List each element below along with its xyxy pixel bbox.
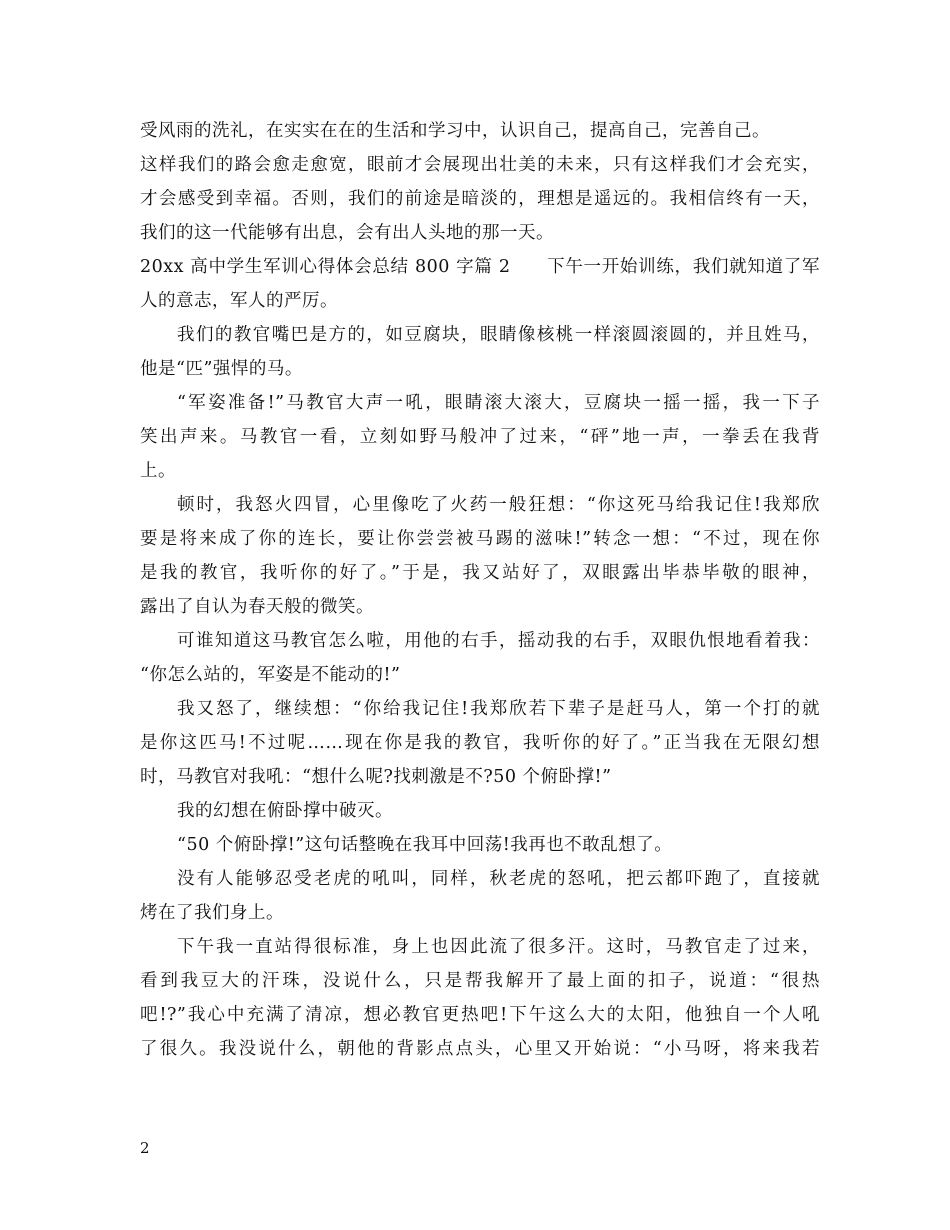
text-line: 看到我豆大的汗珠，没说什么，只是帮我解开了最上面的扣子，说道：“很热: [140, 971, 820, 991]
text-line: 是你这匹马!不过呢……现在你是我的教官，我听你的好了。”正当我在无限幻想: [140, 733, 820, 753]
text-line: 露出了自认为春天般的微笑。: [140, 597, 374, 617]
text-line: 上。: [140, 461, 176, 481]
text-line: 笑出声来。马教官一看，立刻如野马般冲了过来，“砰”地一声，一拳丢在我背: [140, 427, 820, 447]
text-line: 我的幻想在俯卧撑中破灭。: [177, 801, 393, 821]
text-line: “50 个俯卧撑!”这句话整晚在我耳中回荡!我再也不敢乱想了。: [177, 835, 673, 855]
text-line: “你怎么站的，军姿是不能动的!”: [140, 665, 401, 685]
text-line: 我们的教官嘴巴是方的，如豆腐块，眼睛像核桃一样滚圆滚圆的，并且姓马，: [177, 325, 820, 345]
text-line: 下午我一直站得很标准，身上也因此流了很多汗。这时，马教官走了过来，: [177, 937, 820, 957]
text-line: 可谁知道这马教官怎么啦，用他的右手，摇动我的右手，双眼仇恨地看着我：: [177, 631, 820, 651]
page-number: 2: [140, 1139, 150, 1157]
text-line: 才会感受到幸福。否则，我们的前途是暗淡的，理想是遥远的。我相信终有一天，: [140, 189, 820, 209]
text-line: 是我的教官，我听你的好了。”于是，我又站好了，双眼露出毕恭毕敬的眼神，: [140, 563, 820, 583]
text-line: 时，马教官对我吼：“想什么呢?找刺激是不?50 个俯卧撑!”: [140, 767, 612, 787]
text-line: 烤在了我们身上。: [140, 903, 284, 923]
text-line: “军姿准备!”马教官大声一吼，眼睛滚大滚大，豆腐块一摇一摇，我一下子: [177, 393, 820, 413]
text-line: 要是将来成了你的连长，要让你尝尝被马踢的滋味!”转念一想：“不过，现在你: [140, 529, 820, 549]
text-line: 我又怒了，继续想：“你给我记住!我郑欣若下辈子是赶马人，第一个打的就: [177, 699, 820, 719]
text-line: 他是“匹”强悍的马。: [140, 359, 303, 379]
text-line: 人的意志，军人的严厉。: [140, 291, 338, 311]
section-heading-line: 20xx 高中学生军训心得体会总结 800 字篇 2 下午一开始训练，我们就知道了军: [140, 257, 820, 277]
text-line: 没有人能够忍受老虎的吼叫，同样，秋老虎的怒吼，把云都吓跑了，直接就: [177, 869, 820, 889]
body-text: [140, 114, 820, 1066]
text-line: 这样我们的路会愈走愈宽，眼前才会展现出壮美的未来，只有这样我们才会充实，: [140, 155, 820, 175]
text-line: 顿时，我怒火四冒，心里像吃了火药一般狂想：“你这死马给我记住!我郑欣: [177, 495, 820, 515]
text-line: 受风雨的洗礼，在实实在在的生活和学习中，认识自己，提高自己，完善自己。: [140, 121, 770, 141]
text-line: 了很久。我没说什么，朝他的背影点点头，心里又开始说：“小马呀，将来我若: [140, 1039, 820, 1059]
text-line: 我们的这一代能够有出息，会有出人头地的那一天。: [140, 223, 554, 243]
text-line: 吧!?”我心中充满了清凉，想必教官更热吧!下午这么大的太阳，他独自一个人吼: [140, 1005, 820, 1025]
